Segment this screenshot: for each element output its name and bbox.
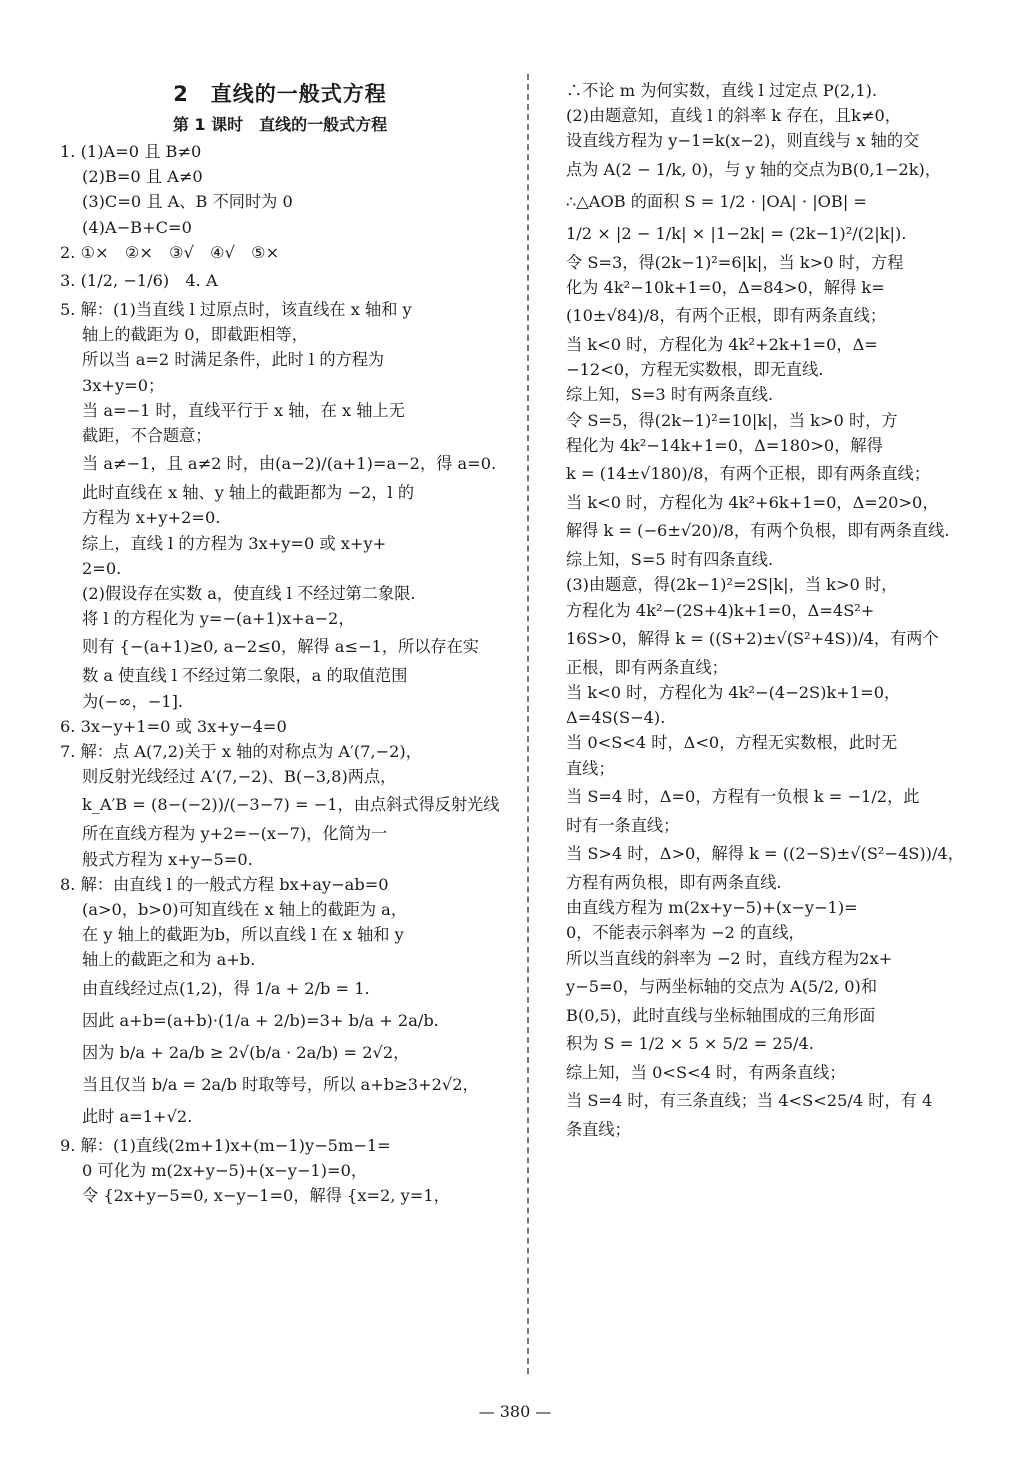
answer-line: 0 可化为 m(2x+y−5)+(x−y−1)=0， <box>82 1160 368 1180</box>
answer-line: 设直线方程为 y−1=k(x−2)，则直线与 x 轴的交 <box>566 131 920 151</box>
right-answer-body <box>566 78 986 1142</box>
answer-line: 方程化为 4k²−(2S+4)k+1=0，Δ=4S²+ <box>566 600 875 620</box>
left-column <box>60 78 500 1208</box>
answer-line: y−5=0，与两坐标轴的交点为 A(5/2, 0)和 <box>566 976 878 996</box>
answer-line: 综上知，S=3 时有两条直线. <box>566 385 774 405</box>
answer-line: 正根，即有两条直线； <box>566 657 728 677</box>
answer-line: 当 k<0 时，方程化为 4k²+6k+1=0，Δ=20>0， <box>566 493 939 513</box>
answer-line: 当且仅当 b/a = 2a/b 时取等号，所以 a+b≥3+2√2， <box>82 1074 479 1094</box>
answer-line: 7. 解：点 A(7,2)关于 x 轴的对称点为 A′(7,−2)， <box>60 742 422 762</box>
answer-line: 在 y 轴上的截距为b，所以直线 l 在 x 轴和 y <box>82 925 404 945</box>
answer-line: 6. 3x−y+1=0 或 3x+y−4=0 <box>60 716 287 736</box>
right-column <box>566 78 986 1142</box>
answer-line: (4)A−B+C=0 <box>82 217 192 237</box>
answer-line: 轴上的截距之和为 a+b. <box>82 950 256 970</box>
column-divider <box>527 74 529 1374</box>
answer-line: 2. ①× ②× ③√ ④√ ⑤× <box>60 242 280 262</box>
answer-line: 将 l 的方程化为 y=−(a+1)x+a−2， <box>82 609 355 629</box>
answer-line: 1. (1)A=0 且 B≠0 <box>60 142 202 161</box>
answer-line: k_A′B = (8−(−2))/(−3−7) = −1，由点斜式得反射光线 <box>82 795 500 815</box>
answer-line: (2)由题意知，直线 l 的斜率 k 存在，且k≠0， <box>566 106 901 126</box>
answer-line: 因为 b/a + 2a/b ≥ 2√(b/a · 2a/b) = 2√2， <box>82 1042 410 1062</box>
lesson-subtitle: 第 1 课时 直线的一般式方程 <box>172 115 388 134</box>
answer-line: 当 a=−1 时，直线平行于 x 轴，在 x 轴上无 <box>82 400 405 420</box>
answer-line: ∴△AOB 的面积 S = 1/2 · |OA| · |OB| = <box>566 191 867 211</box>
page-number: — 380 — <box>478 1402 552 1421</box>
answer-line: 综上知，当 0<S<4 时，有两条直线； <box>566 1063 846 1083</box>
answer-line: 此时 a=1+√2. <box>82 1106 193 1126</box>
answer-line: 此时直线在 x 轴、y 轴上的截距都为 −2，l 的 <box>82 483 415 503</box>
answer-line: 当 0<S<4 时，Δ<0，方程无实数根，此时无 <box>566 733 898 753</box>
answer-line: 时有一条直线； <box>566 815 680 835</box>
answer-line: Δ=4S(S−4). <box>566 708 666 728</box>
answer-line: 则反射光线经过 A′(7,−2)、B(−3,8)两点， <box>82 767 397 787</box>
answer-line: 般式方程为 x+y−5=0. <box>82 849 253 869</box>
answer-line: 方程为 x+y+2=0. <box>82 508 221 528</box>
answer-line: 由直线经过点(1,2)，得 1/a + 2/b = 1. <box>82 978 370 998</box>
answer-line: 2=0. <box>82 558 122 578</box>
answer-line: ∴不论 m 为何实数，直线 l 过定点 P(2,1). <box>566 81 878 100</box>
section-title: 2 直线的一般式方程 <box>173 82 387 106</box>
answer-line: 积为 S = 1/2 × 5 × 5/2 = 25/4. <box>566 1034 814 1054</box>
answer-line: 8. 解：由直线 l 的一般式方程 bx+ay−ab=0 <box>60 874 389 894</box>
answer-line: 9. 解：(1)直线(2m+1)x+(m−1)y−5m−1= <box>60 1135 391 1155</box>
answer-line: 5. 解：(1)当直线 l 过原点时，该直线在 x 轴和 y <box>60 300 412 320</box>
answer-line: 解得 k = (−6±√20)/8，有两个负根，即有两条直线. <box>566 521 950 541</box>
answer-line: −12<0，方程无实数根，即无直线. <box>566 360 824 380</box>
answer-line: 当 a≠−1，且 a≠2 时，由(a−2)/(a+1)=a−2，得 a=0. <box>82 454 497 474</box>
answer-line: 直线； <box>566 758 615 778</box>
answer-line: 令 {2x+y−5=0, x−y−1=0，解得 {x=2, y=1， <box>82 1186 450 1206</box>
answer-line: 0，不能表示斜率为 −2 的直线， <box>566 923 805 943</box>
answer-line: 方程有两负根，即有两条直线. <box>566 873 782 893</box>
answer-line: 3x+y=0； <box>82 375 165 395</box>
answer-line: 所以当直线的斜率为 −2 时，直线方程为2x+ <box>566 948 893 968</box>
answer-line: 1/2 × |2 − 1/k| × |1−2k| = (2k−1)²/(2|k|). <box>566 223 907 243</box>
answer-line: (2)假设存在实数 a，使直线 l 不经过第二象限. <box>82 584 416 604</box>
answer-line: 令 S=5，得(2k−1)²=10|k|，当 k>0 时，方 <box>566 410 898 430</box>
answer-line: 所以当 a=2 时满足条件，此时 l 的方程为 <box>82 350 385 370</box>
answer-line: 16S>0，解得 k = ((S+2)±√(S²+4S))/4，有两个 <box>566 628 939 648</box>
answer-line: 令 S=3，得(2k−1)²=6|k|，当 k>0 时，方程 <box>566 252 904 272</box>
answer-line: (a>0，b>0)可知直线在 x 轴上的截距为 a， <box>82 900 408 920</box>
answer-line: k = (14±√180)/8，有两个正根，即有两条直线； <box>566 464 931 484</box>
answer-line: B(0,5)，此时直线与坐标轴围成的三角形面 <box>566 1005 876 1025</box>
answer-line: 为(−∞，−1]. <box>82 691 184 711</box>
answer-line: 条直线； <box>566 1120 631 1140</box>
answer-line: 3. (1/2, −1/6) 4. A <box>60 271 218 291</box>
answer-line: 截距，不合题意； <box>82 426 212 446</box>
answer-line: 所在直线方程为 y+2=−(x−7)，化简为一 <box>82 824 388 844</box>
answer-line: (3)由题意，得(2k−1)²=2S|k|，当 k>0 时， <box>566 575 898 595</box>
answer-line: (10±√84)/8，有两个正根，即有两条直线； <box>566 306 887 326</box>
answer-line: 综上，直线 l 的方程为 3x+y=0 或 x+y+ <box>82 533 387 553</box>
answer-line: 当 S=4 时，有三条直线；当 4<S<25/4 时，有 4 <box>566 1091 933 1111</box>
left-answer-body <box>60 139 500 1208</box>
answer-line: 化为 4k²−10k+1=0，Δ=84>0，解得 k= <box>566 277 885 297</box>
answer-line: 则有 {−(a+1)≥0, a−2≤0，解得 a≤−1，所以存在实 <box>82 637 479 657</box>
answer-line: (3)C=0 且 A、B 不同时为 0 <box>82 192 293 212</box>
answer-line: 当 S>4 时，Δ>0，解得 k = ((2−S)±√(S²−4S))/4， <box>566 844 964 864</box>
answer-line: 程化为 4k²−14k+1=0，Δ=180>0，解得 <box>566 435 883 455</box>
answer-line: 综上知，S=5 时有四条直线. <box>566 550 774 570</box>
answer-line: 点为 A(2 − 1/k, 0)，与 y 轴的交点为B(0,1−2k)， <box>566 159 942 179</box>
answer-line: 数 a 使直线 l 不经过第二象限，a 的取值范围 <box>82 666 408 686</box>
answer-line: 当 k<0 时，方程化为 4k²−(4−2S)k+1=0， <box>566 683 901 703</box>
answer-line: 轴上的截距为 0，即截距相等， <box>82 325 308 345</box>
answer-line: 当 S=4 时，Δ=0，方程有一负根 k = −1/2，此 <box>566 786 920 806</box>
answer-line: 由直线方程为 m(2x+y−5)+(x−y−1)= <box>566 898 858 918</box>
answer-line: (2)B=0 且 A≠0 <box>82 167 203 187</box>
answer-line: 因此 a+b=(a+b)·(1/a + 2/b)=3+ b/a + 2a/b. <box>82 1010 439 1030</box>
answer-line: 当 k<0 时，方程化为 4k²+2k+1=0，Δ= <box>566 335 878 355</box>
